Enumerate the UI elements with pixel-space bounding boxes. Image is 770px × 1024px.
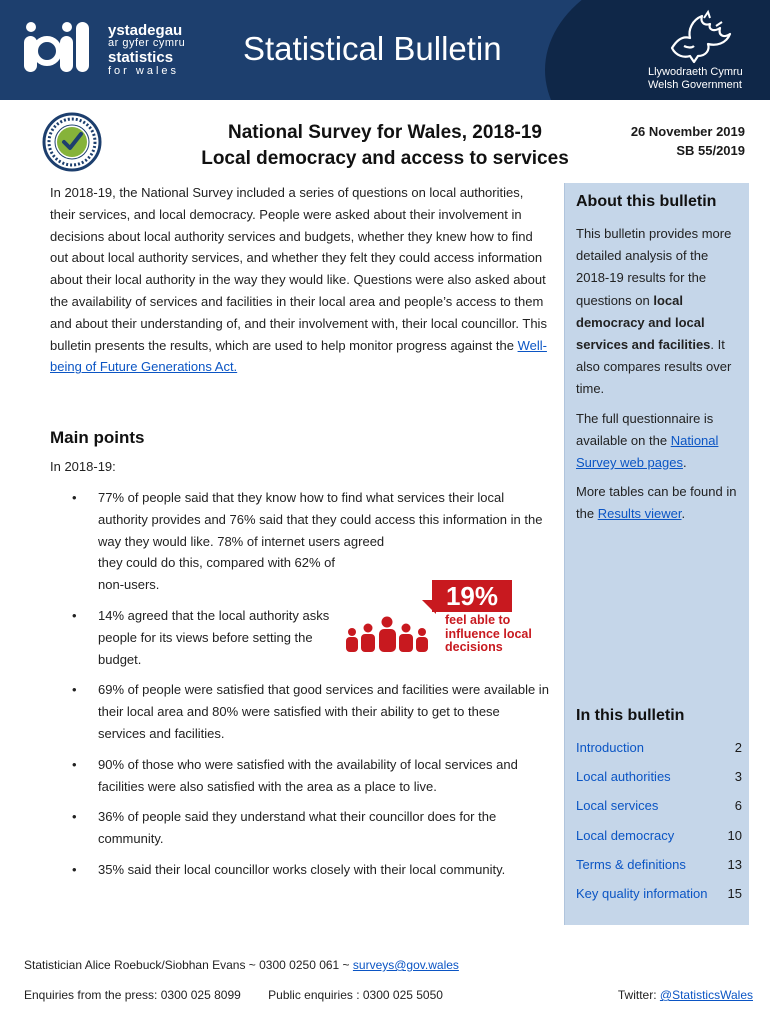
footer-enquiries bbox=[24, 988, 443, 1002]
logo-text-statistics: statistics bbox=[108, 49, 174, 66]
list-item: • 77% of people said that they know how to find what services their local authority provides and 76% said that they could access this information in the way they would like. 78% of internet users agreed they could do this, compared with 62% of non-users. bbox=[50, 487, 550, 596]
main-points-lead: In 2018-19: bbox=[50, 459, 116, 474]
influence-infographic bbox=[342, 578, 542, 658]
national-survey-link[interactable]: National Survey web pages bbox=[576, 432, 719, 471]
title-line-1: National Survey for Wales, 2018-19 bbox=[228, 122, 542, 143]
main-points-heading: Main points bbox=[50, 428, 145, 447]
footer-statistician: Statistician Alice Roebuck/Siobhan Evans ~ 0300 0250 061 ~ surveys@gov.wales bbox=[24, 958, 459, 972]
toc-item-terms-definitions[interactable]: Terms & definitions 13 bbox=[576, 856, 742, 872]
list-item: • 14% agreed that the local authority asks people for its views before setting the budget. bbox=[50, 605, 350, 670]
press-enquiries: Enquiries from the press: 0300 025 8099 bbox=[24, 988, 241, 1002]
welsh-government-logo[interactable] bbox=[640, 8, 760, 92]
about-text bbox=[576, 223, 744, 533]
footer-twitter: Twitter: @StatisticsWales bbox=[617, 988, 753, 1002]
toc-item-local-services[interactable]: Local services 6 bbox=[576, 798, 742, 814]
header-banner bbox=[0, 0, 770, 100]
toc-item-local-authorities[interactable]: Local authorities 3 bbox=[576, 769, 742, 785]
email-link[interactable]: surveys@gov.wales bbox=[352, 958, 459, 972]
list-item: • 90% of those who were satisfied with the availability of local services and facilities were also satisfied with the area as a place to live. bbox=[50, 754, 550, 798]
public-enquiries: Public enquiries : 0300 025 5050 bbox=[268, 988, 443, 1002]
intro-paragraph bbox=[50, 182, 550, 378]
statistics-logo-icon bbox=[20, 22, 100, 78]
main-points-list bbox=[50, 487, 550, 881]
intro-text: In 2018-19, the National Survey included a series of questions on local authorities, their services, and local democracy. People were asked about their involvement in decisions about local authority services and budgets, whether they knew how to find out about local authority services, and whether they felt they could access information about their local authority in the way they would like. Questions were also asked about the availability of services and facilities in their local area and people’s access to them and about their understanding of, and their involvement with, their local councillor. This bulletin presents the results, which are used to help monitor progress against the bbox=[50, 185, 547, 353]
bulletin-reference: SB 55/2019 bbox=[676, 143, 745, 158]
infographic-caption: feel able to influence local decisions bbox=[445, 613, 532, 654]
about-paragraph-2: The full questionnaire is available on the National Survey web pages. bbox=[576, 410, 719, 471]
about-heading: About this bulletin bbox=[576, 193, 717, 210]
gov-name-welsh: Llywodraeth Cymru bbox=[648, 66, 743, 78]
national-statistics-badge bbox=[42, 112, 102, 172]
toc-item-key-quality[interactable]: Key quality information 15 bbox=[576, 885, 742, 901]
about-paragraph-1: This bulletin provides more detailed analysis of the 2018-19 results for the questions on local democracy and local services and facilities. It also compares results over time. bbox=[576, 226, 732, 397]
results-viewer-link[interactable]: Results viewer bbox=[597, 506, 682, 522]
sidebar bbox=[564, 183, 749, 925]
list-item: • 35% said their local councillor works closely with their local community. bbox=[50, 859, 550, 881]
toc-item-introduction[interactable]: Introduction 2 bbox=[576, 740, 742, 755]
gov-name-english: Welsh Government bbox=[648, 79, 742, 91]
logo-text-for-wales: for wales bbox=[108, 64, 180, 77]
banner-title: Statistical Bulletin bbox=[243, 30, 502, 67]
people-group-icon bbox=[342, 608, 442, 654]
document-title bbox=[160, 120, 610, 172]
about-paragraph-3: More tables can be found in the Results viewer. bbox=[576, 484, 737, 522]
list-item: • 69% of people were satisfied that good services and facilities were available in their local area and 80% were satisfied with their ability to get to these services and facilities. bbox=[50, 679, 550, 744]
list-item: • 36% of people said they understand what their councillor does for the community. bbox=[50, 806, 550, 850]
publication-date: 26 November 2019 bbox=[630, 124, 745, 139]
logo-text-ystadegau: ystadegau bbox=[108, 21, 183, 39]
toc-item-local-democracy[interactable]: Local democracy 10 bbox=[576, 827, 742, 843]
infographic-percent: 19% bbox=[432, 580, 512, 612]
in-this-bulletin-heading: In this bulletin bbox=[576, 707, 685, 724]
title-line-2: Local democracy and access to services bbox=[201, 148, 569, 169]
publication-info bbox=[580, 122, 745, 160]
twitter-link[interactable]: @StatisticsWales bbox=[659, 988, 753, 1002]
statistics-for-wales-logo[interactable] bbox=[20, 22, 185, 78]
logo-text-ar-gyfer-cymru: ar gyfer cymru bbox=[108, 37, 186, 50]
welsh-dragon-icon bbox=[664, 8, 736, 64]
table-of-contents bbox=[576, 738, 742, 913]
wellbeing-act-link[interactable]: Well-being of Future Generations Act. bbox=[50, 337, 547, 375]
